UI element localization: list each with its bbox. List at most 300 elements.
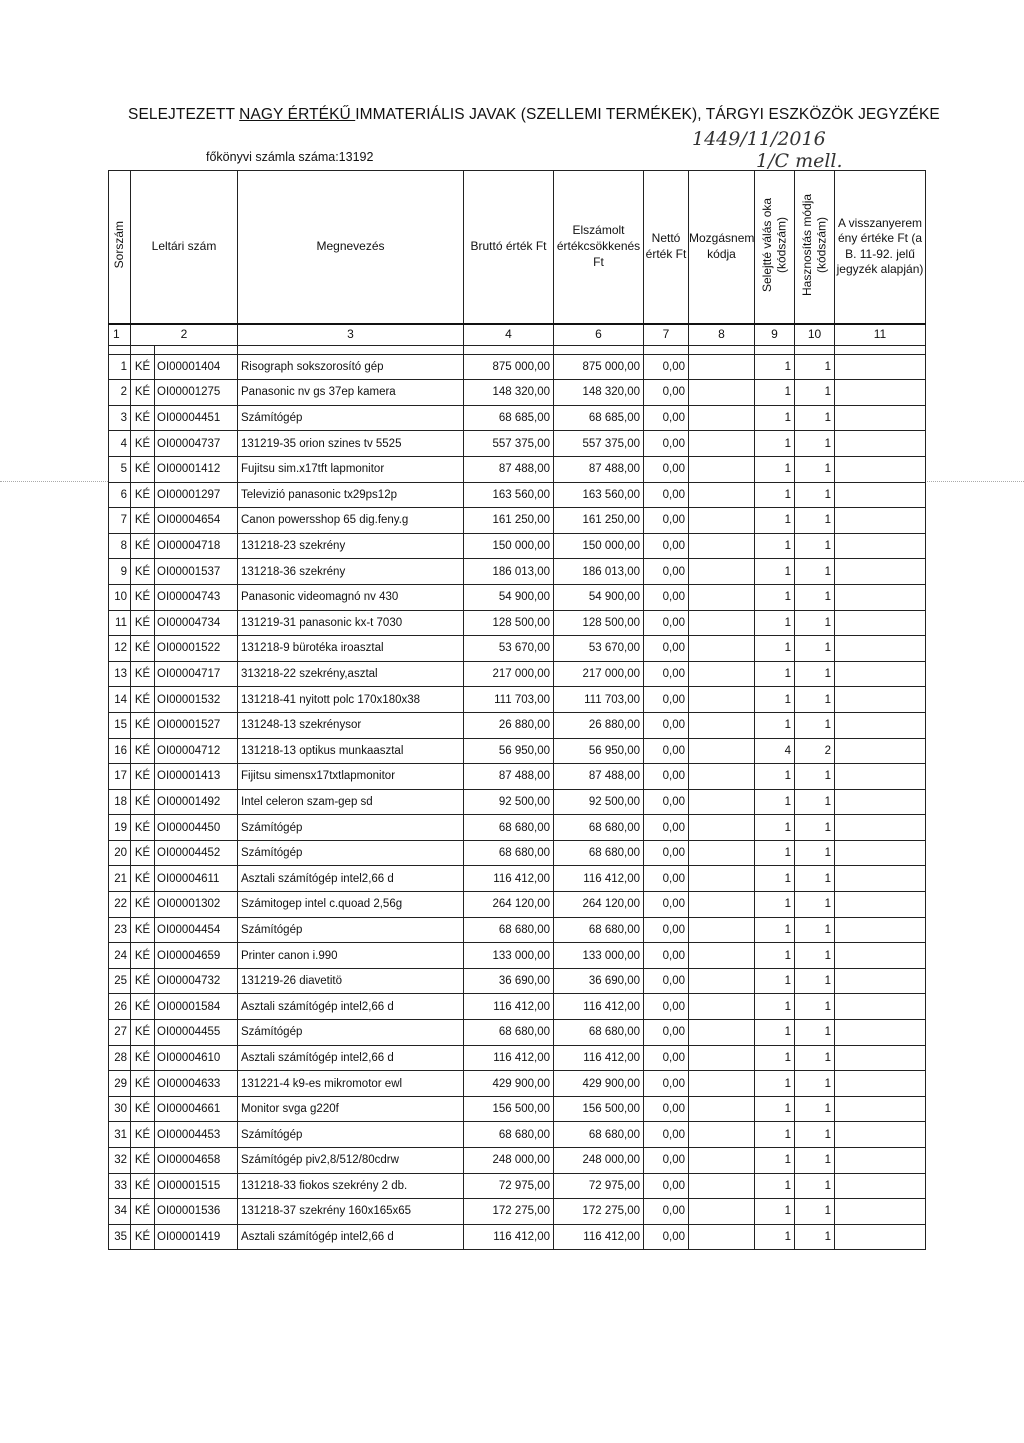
utilization-code: 1 [795, 380, 835, 406]
utilization-code: 1 [795, 994, 835, 1020]
row-number: 33 [109, 1173, 131, 1199]
col-number: 2 [131, 324, 238, 346]
net-value: 0,00 [644, 892, 689, 918]
depreciation: 116 412,00 [554, 1045, 644, 1071]
utilization-code: 1 [795, 712, 835, 738]
col-header-selejtezes: Selejtté válás oka (kódszám) [755, 171, 795, 324]
movement-code [689, 917, 755, 943]
item-name: Risograph sokszorosító gép [238, 354, 464, 380]
row-number: 24 [109, 943, 131, 969]
col-number: 9 [755, 324, 795, 346]
disposal-reason-code: 1 [755, 482, 795, 508]
gross-value: 557 375,00 [464, 431, 554, 457]
recovery-value [835, 1122, 926, 1148]
net-value: 0,00 [644, 610, 689, 636]
inventory-number: OI00004734 [155, 610, 238, 636]
recovery-value [835, 1148, 926, 1174]
utilization-code: 1 [795, 1148, 835, 1174]
utilization-code: 1 [795, 1096, 835, 1122]
disposal-reason-code: 1 [755, 840, 795, 866]
table-row [109, 764, 926, 790]
table-row [109, 1224, 926, 1250]
row-number: 22 [109, 892, 131, 918]
inventory-number: OI00001302 [155, 892, 238, 918]
inventory-number: OI00001532 [155, 687, 238, 713]
depreciation: 53 670,00 [554, 636, 644, 662]
disposal-reason-code: 1 [755, 380, 795, 406]
row-number: 20 [109, 840, 131, 866]
gross-value: 116 412,00 [464, 1045, 554, 1071]
ledger-account-number: főkönyvi számla száma:13192 [206, 150, 374, 164]
row-number: 8 [109, 533, 131, 559]
movement-code [689, 840, 755, 866]
gross-value: 54 900,00 [464, 584, 554, 610]
depreciation: 68 680,00 [554, 1020, 644, 1046]
depreciation: 68 680,00 [554, 917, 644, 943]
disposal-reason-code: 1 [755, 1096, 795, 1122]
asset-type: KÉ [131, 380, 155, 406]
movement-code [689, 456, 755, 482]
asset-type: KÉ [131, 405, 155, 431]
row-number: 30 [109, 1096, 131, 1122]
movement-code [689, 815, 755, 841]
disposal-reason-code: 1 [755, 636, 795, 662]
utilization-code: 1 [795, 764, 835, 790]
table-row [109, 508, 926, 534]
inventory-number: OI00004718 [155, 533, 238, 559]
utilization-code: 1 [795, 892, 835, 918]
row-number: 3 [109, 405, 131, 431]
row-number: 13 [109, 661, 131, 687]
net-value: 0,00 [644, 1173, 689, 1199]
inventory-number: OI00004659 [155, 943, 238, 969]
net-value: 0,00 [644, 917, 689, 943]
utilization-code: 1 [795, 815, 835, 841]
asset-type: KÉ [131, 866, 155, 892]
utilization-code: 1 [795, 1224, 835, 1250]
asset-type: KÉ [131, 943, 155, 969]
table-row [109, 431, 926, 457]
row-number: 17 [109, 764, 131, 790]
asset-type: KÉ [131, 1173, 155, 1199]
gross-value: 156 500,00 [464, 1096, 554, 1122]
movement-code [689, 508, 755, 534]
row-number: 2 [109, 380, 131, 406]
disposal-reason-code: 1 [755, 610, 795, 636]
row-number: 5 [109, 456, 131, 482]
table-row [109, 610, 926, 636]
inventory-number: OI00004712 [155, 738, 238, 764]
table-row [109, 1045, 926, 1071]
asset-type: KÉ [131, 764, 155, 790]
utilization-code: 1 [795, 405, 835, 431]
item-name: 131219-26 diavetitö [238, 968, 464, 994]
net-value: 0,00 [644, 533, 689, 559]
inventory-number: OI00004633 [155, 1071, 238, 1097]
recovery-value [835, 738, 926, 764]
depreciation: 116 412,00 [554, 1224, 644, 1250]
gross-value: 36 690,00 [464, 968, 554, 994]
gross-value: 53 670,00 [464, 636, 554, 662]
depreciation: 429 900,00 [554, 1071, 644, 1097]
inventory-number: OI00001297 [155, 482, 238, 508]
item-name: Intel celeron szam-gep sd [238, 789, 464, 815]
inventory-number: OI00001404 [155, 354, 238, 380]
row-number: 10 [109, 584, 131, 610]
movement-code [689, 1122, 755, 1148]
col-header-mozgasnem: Mozgásnem kódja [689, 171, 755, 324]
utilization-code: 1 [795, 1020, 835, 1046]
gross-value: 248 000,00 [464, 1148, 554, 1174]
depreciation: 172 275,00 [554, 1199, 644, 1225]
table-row [109, 636, 926, 662]
table-row [109, 738, 926, 764]
net-value: 0,00 [644, 1045, 689, 1071]
asset-type: KÉ [131, 482, 155, 508]
movement-code [689, 1148, 755, 1174]
movement-code [689, 354, 755, 380]
item-name: Számítógép piv2,8/512/80cdrw [238, 1148, 464, 1174]
gross-value: 26 880,00 [464, 712, 554, 738]
inventory-number: OI00004743 [155, 584, 238, 610]
utilization-code: 1 [795, 687, 835, 713]
inventory-number: OI00001522 [155, 636, 238, 662]
net-value: 0,00 [644, 1071, 689, 1097]
item-name: 131218-33 fiokos szekrény 2 db. [238, 1173, 464, 1199]
movement-code [689, 584, 755, 610]
movement-code [689, 687, 755, 713]
inventory-number: OI00001527 [155, 712, 238, 738]
disposal-reason-code: 1 [755, 968, 795, 994]
recovery-value [835, 354, 926, 380]
net-value: 0,00 [644, 994, 689, 1020]
recovery-value [835, 892, 926, 918]
utilization-code: 1 [795, 968, 835, 994]
depreciation: 186 013,00 [554, 559, 644, 585]
item-name: Számítógép [238, 1020, 464, 1046]
depreciation: 248 000,00 [554, 1148, 644, 1174]
disposal-reason-code: 1 [755, 1148, 795, 1174]
disposal-reason-code: 1 [755, 533, 795, 559]
disposal-reason-code: 1 [755, 1020, 795, 1046]
depreciation: 163 560,00 [554, 482, 644, 508]
item-name: Asztali számítógép intel2,66 d [238, 866, 464, 892]
item-name: Canon powersshop 65 dig.feny.g [238, 508, 464, 534]
row-number: 7 [109, 508, 131, 534]
item-name: Számítógép [238, 1122, 464, 1148]
gross-value: 163 560,00 [464, 482, 554, 508]
scan-dotted-line-right [925, 481, 1024, 482]
asset-type: KÉ [131, 892, 155, 918]
net-value: 0,00 [644, 661, 689, 687]
disposal-reason-code: 1 [755, 661, 795, 687]
utilization-code: 1 [795, 533, 835, 559]
depreciation: 133 000,00 [554, 943, 644, 969]
scan-dotted-line-left [0, 481, 108, 482]
table-row [109, 1173, 926, 1199]
col-header-megnevezes: Megnevezés [238, 171, 464, 324]
recovery-value [835, 636, 926, 662]
utilization-code: 1 [795, 661, 835, 687]
asset-type: KÉ [131, 712, 155, 738]
asset-type: KÉ [131, 533, 155, 559]
recovery-value [835, 789, 926, 815]
movement-code [689, 533, 755, 559]
net-value: 0,00 [644, 764, 689, 790]
gross-value: 72 975,00 [464, 1173, 554, 1199]
recovery-value [835, 687, 926, 713]
depreciation: 217 000,00 [554, 661, 644, 687]
table-row [109, 712, 926, 738]
disposal-reason-code: 1 [755, 1199, 795, 1225]
gross-value: 186 013,00 [464, 559, 554, 585]
depreciation: 87 488,00 [554, 456, 644, 482]
row-number: 29 [109, 1071, 131, 1097]
gross-value: 150 000,00 [464, 533, 554, 559]
depreciation: 68 685,00 [554, 405, 644, 431]
item-name: Asztali számítógép intel2,66 d [238, 994, 464, 1020]
utilization-code: 1 [795, 1173, 835, 1199]
net-value: 0,00 [644, 1199, 689, 1225]
asset-type: KÉ [131, 1122, 155, 1148]
recovery-value [835, 584, 926, 610]
table-row [109, 380, 926, 406]
utilization-code: 2 [795, 738, 835, 764]
table-row [109, 533, 926, 559]
inventory-number: OI00004732 [155, 968, 238, 994]
utilization-code: 1 [795, 1071, 835, 1097]
utilization-code: 1 [795, 1045, 835, 1071]
movement-code [689, 738, 755, 764]
utilization-code: 1 [795, 482, 835, 508]
table-row [109, 917, 926, 943]
row-number: 6 [109, 482, 131, 508]
inventory-number: OI00004658 [155, 1148, 238, 1174]
recovery-value [835, 456, 926, 482]
disposal-reason-code: 1 [755, 1173, 795, 1199]
gross-value: 111 703,00 [464, 687, 554, 713]
movement-code [689, 1096, 755, 1122]
item-name: Számítógép [238, 815, 464, 841]
movement-code [689, 994, 755, 1020]
depreciation: 128 500,00 [554, 610, 644, 636]
item-name: 131218-23 szekrény [238, 533, 464, 559]
asset-type: KÉ [131, 738, 155, 764]
disposal-reason-code: 1 [755, 943, 795, 969]
document-title [128, 106, 940, 124]
net-value: 0,00 [644, 943, 689, 969]
row-number: 15 [109, 712, 131, 738]
utilization-code: 1 [795, 508, 835, 534]
asset-type: KÉ [131, 636, 155, 662]
net-value: 0,00 [644, 1020, 689, 1046]
net-value: 0,00 [644, 405, 689, 431]
item-name: Asztali számítógép intel2,66 d [238, 1045, 464, 1071]
depreciation: 68 680,00 [554, 840, 644, 866]
movement-code [689, 610, 755, 636]
title-part1: SELEJTEZETT [128, 106, 240, 123]
recovery-value [835, 405, 926, 431]
disposal-reason-code: 1 [755, 764, 795, 790]
item-name: 131218-13 optikus munkaasztal [238, 738, 464, 764]
net-value: 0,00 [644, 1122, 689, 1148]
gross-value: 161 250,00 [464, 508, 554, 534]
movement-code [689, 866, 755, 892]
asset-table [108, 170, 926, 1250]
gross-value: 172 275,00 [464, 1199, 554, 1225]
inventory-number: OI00004452 [155, 840, 238, 866]
table-row [109, 559, 926, 585]
asset-type: KÉ [131, 610, 155, 636]
table-row [109, 968, 926, 994]
item-name: 131219-35 orion szines tv 5525 [238, 431, 464, 457]
recovery-value [835, 482, 926, 508]
movement-code [689, 482, 755, 508]
row-number: 32 [109, 1148, 131, 1174]
disposal-reason-code: 1 [755, 789, 795, 815]
item-name: Számítógép [238, 840, 464, 866]
recovery-value [835, 1199, 926, 1225]
table-row [109, 1148, 926, 1174]
depreciation: 68 680,00 [554, 815, 644, 841]
disposal-reason-code: 1 [755, 712, 795, 738]
col-number: 7 [644, 324, 689, 346]
net-value: 0,00 [644, 840, 689, 866]
inventory-number: OI00004654 [155, 508, 238, 534]
recovery-value [835, 815, 926, 841]
net-value: 0,00 [644, 815, 689, 841]
movement-code [689, 1224, 755, 1250]
asset-type: KÉ [131, 815, 155, 841]
row-number: 19 [109, 815, 131, 841]
gross-value: 264 120,00 [464, 892, 554, 918]
depreciation: 148 320,00 [554, 380, 644, 406]
row-number: 4 [109, 431, 131, 457]
movement-code [689, 892, 755, 918]
depreciation: 68 680,00 [554, 1122, 644, 1148]
inventory-number: OI00004454 [155, 917, 238, 943]
table-row [109, 482, 926, 508]
table-row [109, 994, 926, 1020]
movement-code [689, 431, 755, 457]
gross-value: 68 680,00 [464, 840, 554, 866]
recovery-value [835, 1096, 926, 1122]
inventory-number: OI00001536 [155, 1199, 238, 1225]
utilization-code: 1 [795, 610, 835, 636]
row-number: 18 [109, 789, 131, 815]
utilization-code: 1 [795, 456, 835, 482]
recovery-value [835, 1045, 926, 1071]
table-row [109, 840, 926, 866]
depreciation: 116 412,00 [554, 994, 644, 1020]
disposal-reason-code: 1 [755, 508, 795, 534]
table-row [109, 1199, 926, 1225]
depreciation: 161 250,00 [554, 508, 644, 534]
table-row [109, 1071, 926, 1097]
disposal-reason-code: 1 [755, 1071, 795, 1097]
col-number: 11 [835, 324, 926, 346]
inventory-number: OI00001413 [155, 764, 238, 790]
col-number: 8 [689, 324, 755, 346]
row-number: 23 [109, 917, 131, 943]
asset-type: KÉ [131, 1224, 155, 1250]
movement-code [689, 636, 755, 662]
depreciation: 36 690,00 [554, 968, 644, 994]
table-row [109, 815, 926, 841]
utilization-code: 1 [795, 1199, 835, 1225]
depreciation: 54 900,00 [554, 584, 644, 610]
handwritten-note: 1/C mell. [756, 150, 843, 172]
item-name: Printer canon i.990 [238, 943, 464, 969]
gross-value: 116 412,00 [464, 994, 554, 1020]
asset-type: KÉ [131, 584, 155, 610]
table-row [109, 584, 926, 610]
disposal-reason-code: 1 [755, 866, 795, 892]
asset-type: KÉ [131, 1148, 155, 1174]
item-name: Asztali számítógép intel2,66 d [238, 1224, 464, 1250]
col-number: 1 [109, 324, 131, 346]
gross-value: 217 000,00 [464, 661, 554, 687]
depreciation: 116 412,00 [554, 866, 644, 892]
inventory-number: OI00004455 [155, 1020, 238, 1046]
asset-type: KÉ [131, 687, 155, 713]
inventory-number: OI00004451 [155, 405, 238, 431]
recovery-value [835, 994, 926, 1020]
col-header-netto: Nettó érték Ft [644, 171, 689, 324]
disposal-reason-code: 4 [755, 738, 795, 764]
asset-type: KÉ [131, 840, 155, 866]
title-part2: IMMATERIÁLIS JAVAK (SZELLEMI TERMÉKEK), TÁRGYI ESZKÖZÖK JEGYZÉKE [355, 106, 940, 123]
movement-code [689, 661, 755, 687]
net-value: 0,00 [644, 712, 689, 738]
asset-type: KÉ [131, 508, 155, 534]
movement-code [689, 380, 755, 406]
asset-type: KÉ [131, 431, 155, 457]
net-value: 0,00 [644, 584, 689, 610]
depreciation: 150 000,00 [554, 533, 644, 559]
row-number: 31 [109, 1122, 131, 1148]
asset-type: KÉ [131, 917, 155, 943]
col-header-hasznositas: Hasznosítás módja (kódszám) [795, 171, 835, 324]
recovery-value [835, 1020, 926, 1046]
asset-type: KÉ [131, 456, 155, 482]
net-value: 0,00 [644, 738, 689, 764]
gross-value: 116 412,00 [464, 866, 554, 892]
depreciation: 26 880,00 [554, 712, 644, 738]
movement-code [689, 712, 755, 738]
item-name: Fijitsu simensx17txtlapmonitor [238, 764, 464, 790]
utilization-code: 1 [795, 431, 835, 457]
net-value: 0,00 [644, 968, 689, 994]
inventory-number: OI00004737 [155, 431, 238, 457]
movement-code [689, 559, 755, 585]
item-name: Televizió panasonic tx29ps12p [238, 482, 464, 508]
disposal-reason-code: 1 [755, 559, 795, 585]
disposal-reason-code: 1 [755, 584, 795, 610]
gross-value: 68 680,00 [464, 815, 554, 841]
col-header-elszamolt: Elszámolt értékcsökkenés Ft [554, 171, 644, 324]
utilization-code: 1 [795, 584, 835, 610]
gross-value: 875 000,00 [464, 354, 554, 380]
table-row [109, 661, 926, 687]
depreciation: 557 375,00 [554, 431, 644, 457]
recovery-value [835, 866, 926, 892]
item-name: 131219-31 panasonic kx-t 7030 [238, 610, 464, 636]
movement-code [689, 1020, 755, 1046]
recovery-value [835, 508, 926, 534]
row-number: 12 [109, 636, 131, 662]
disposal-reason-code: 1 [755, 456, 795, 482]
